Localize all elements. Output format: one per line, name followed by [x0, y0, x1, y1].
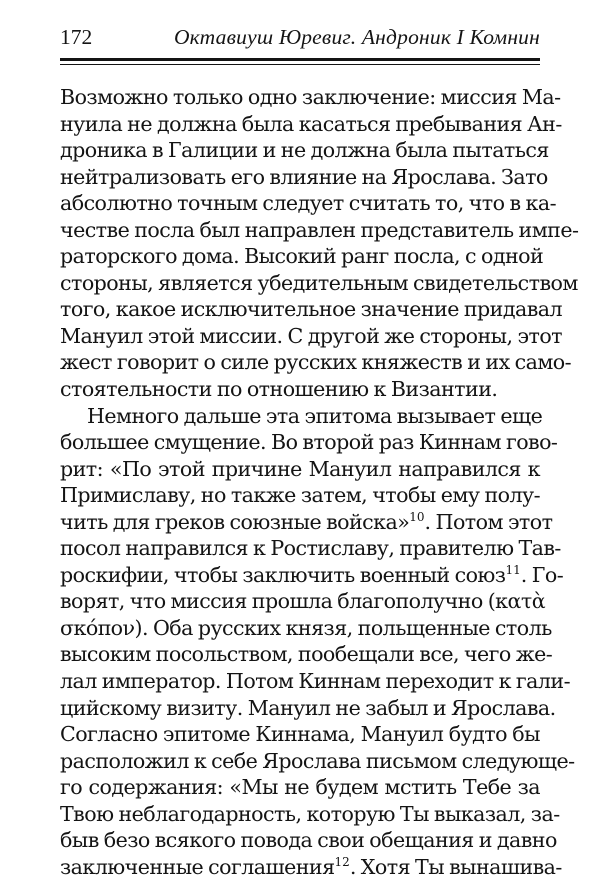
text-line: быв безо всякого повода свои обещания и давно: [60, 828, 557, 853]
text-line: стороны, является убедительным свидетельством: [60, 270, 578, 295]
text-segment: чить для греков союзные войска»: [60, 509, 410, 534]
text-line: расположил к себе Ярослава письмом следующе-: [60, 748, 575, 773]
text-line: Твою неблагодарность, которую Ты выказал, за-: [60, 801, 560, 826]
footnote-ref: 10: [409, 509, 425, 524]
footnote-ref: 12: [334, 854, 350, 869]
text-line: жест говорит о силе русских княжеств и их само-: [60, 350, 572, 375]
text-line: [60, 854, 562, 880]
text-line: σκόπον). Оба русских князя, польщенные столь: [60, 615, 552, 640]
text-line: абсолютно точным следует считать то, что в ка-: [60, 191, 556, 216]
text-line: го содержания: «Мы не будем мстить Тебе за: [60, 775, 540, 800]
text-line: цийскому визиту. Мануил не забыл и Ярослава.: [60, 695, 556, 720]
text-line: нейтрализовать его влияние на Ярослава. Зато: [60, 164, 548, 189]
running-title: Октавиуш Юревиг. Андроник I Комнин: [173, 25, 540, 49]
text-line: ворят, что миссия прошла благополучно (κατὰ: [60, 589, 546, 614]
text-segment: . Го-: [520, 562, 564, 587]
text-line: Мануил этой миссии. С другой же стороны, этот: [60, 323, 563, 348]
text-line: рит: «По этой причине Мануил направился к: [60, 456, 540, 481]
text-line: большее смущение. Во второй раз Киннам гово-: [60, 430, 558, 455]
text-line: честве посла был направлен представитель импе-: [60, 217, 579, 242]
text-line: Немного дальше эта эпитома вызывает еще: [87, 403, 543, 428]
text-segment: заключенные соглашения: [60, 854, 335, 879]
text-line: того, какое исключительное значение придавал: [60, 297, 563, 322]
text-line: лал император. Потом Киннам переходит к гали-: [60, 669, 570, 694]
text-line: [60, 562, 564, 589]
header-rule-thin: [60, 64, 540, 65]
text-line: Примиславу, но также затем, чтобы ему полу-: [60, 483, 540, 508]
text-segment: . Хотя Ты вынашива-: [349, 854, 562, 879]
page-number: 172: [60, 25, 93, 49]
text-line: высоким посольством, пообещали все, чего же-: [60, 642, 553, 667]
text-line: дроника в Галиции и не должна была пытаться: [60, 138, 549, 163]
body-text: [60, 84, 579, 880]
header-rule-thick: [60, 58, 540, 61]
text-segment: роскифии, чтобы заключить военный союз: [60, 562, 506, 587]
text-line: Согласно эпитоме Киннама, Мануил будто бы: [60, 722, 540, 747]
running-header: [60, 22, 540, 52]
text-line: стоятельности по отношению к Византии.: [60, 377, 498, 402]
text-segment: . Потом этот: [424, 509, 553, 534]
text-line: Возможно только одно заключение: миссия Ма-: [60, 85, 561, 109]
text-line: нуила не должна была касаться пребывания Ан-: [60, 111, 562, 136]
footnote-ref: 11: [505, 562, 521, 577]
text-line: раторского дома. Высокий ранг посла, с одной: [60, 244, 544, 269]
text-line: [60, 509, 553, 536]
text-line: посол направился к Ростиславу, правителю Тав-: [60, 536, 561, 561]
